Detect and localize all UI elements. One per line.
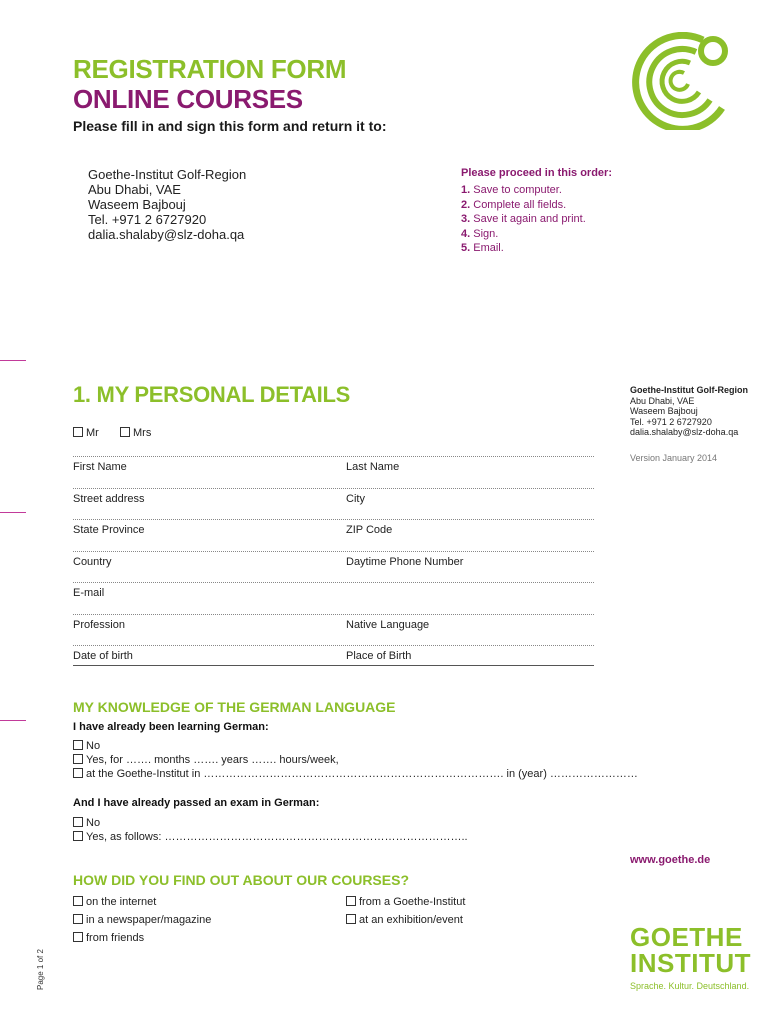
address-line: dalia.shalaby@slz-doha.qa	[88, 227, 245, 242]
field-first-name[interactable]: First Name	[73, 461, 127, 473]
order-step: 4. Sign.	[461, 227, 499, 240]
field-native-language[interactable]: Native Language	[346, 618, 430, 631]
form-title: REGISTRATION FORM	[73, 54, 347, 84]
option-friends[interactable]: from friends	[73, 929, 211, 947]
field-row	[73, 551, 594, 583]
found-options-right	[346, 893, 465, 929]
order-step: 3. Save it again and print.	[461, 213, 586, 225]
brand-line1: GOETHE	[630, 922, 743, 952]
checkbox-icon[interactable]	[73, 817, 83, 827]
side-address-line: dalia.shalaby@slz-doha.qa	[630, 427, 739, 437]
checkbox-icon[interactable]	[73, 914, 83, 924]
page-number: Page 1 of 2	[36, 949, 45, 990]
field-row	[73, 645, 594, 677]
order-step: 1. Save to computer.	[461, 184, 562, 196]
field-row	[73, 519, 594, 551]
address-line: Waseem Bajbouj	[88, 197, 186, 212]
field-profession[interactable]: Profession	[73, 618, 125, 631]
field-country[interactable]: Country	[73, 555, 112, 568]
field-row	[73, 456, 594, 488]
section-title-personal: 1. MY PERSONAL DETAILS	[73, 382, 351, 407]
checkbox-icon[interactable]	[346, 896, 356, 906]
checkbox-icon[interactable]	[73, 740, 83, 750]
field-place-of-birth[interactable]: Place of Birth	[346, 650, 412, 662]
margin-tick	[0, 720, 26, 721]
field-row	[73, 582, 594, 614]
field-row	[73, 614, 594, 646]
option-no[interactable]: No	[73, 816, 468, 830]
checkbox-icon[interactable]	[73, 932, 83, 942]
option-yes-duration[interactable]: Yes, for ……. months ……. years ……. hours/week,	[73, 753, 638, 767]
option-exhibition[interactable]: at an exhibition/event	[346, 911, 465, 929]
website-link[interactable]: www.goethe.de	[630, 854, 711, 866]
goethe-logo-icon	[626, 32, 738, 130]
field-zip[interactable]: ZIP Code	[346, 524, 393, 536]
brand-tagline: Sprache. Kultur. Deutschland.	[630, 981, 750, 991]
field-date-of-birth[interactable]: Date of birth	[73, 650, 133, 662]
return-address	[88, 167, 246, 242]
option-newspaper[interactable]: in a newspaper/magazine	[73, 911, 211, 929]
option-goethe-institut[interactable]: at the Goethe-Institut in ………………………………………………………………………. in (year) ……………………	[73, 767, 638, 781]
exam-options	[73, 816, 468, 844]
instructions: Please fill in and sign this form and return it to:	[73, 118, 387, 134]
field-state[interactable]: State Province	[73, 524, 145, 536]
salutation-mrs[interactable]: Mrs	[120, 427, 151, 439]
order-step: 5. Email.	[461, 242, 504, 254]
learning-options	[73, 739, 638, 781]
order-heading: Please proceed in this order:	[461, 167, 612, 179]
field-street[interactable]: Street address	[73, 492, 145, 505]
field-city[interactable]: City	[346, 492, 365, 505]
salutation-mr[interactable]: Mr	[73, 427, 99, 439]
side-address-line: Abu Dhabi, VAE	[630, 395, 695, 406]
order-step: 2. Complete all fields.	[461, 198, 567, 211]
found-options-left	[73, 893, 211, 947]
field-last-name[interactable]: Last Name	[346, 461, 400, 473]
option-yes-exam[interactable]: Yes, as follows: ………………………………………………………………………..	[73, 830, 468, 844]
field-phone[interactable]: Daytime Phone Number	[346, 555, 464, 568]
checkbox-icon[interactable]	[73, 754, 83, 764]
section-title-knowledge: MY KNOWLEDGE OF THE GERMAN LANGUAGE	[73, 699, 396, 715]
option-no[interactable]: No	[73, 739, 638, 753]
checkbox-icon[interactable]	[120, 427, 130, 437]
address-line: Abu Dhabi, VAE	[88, 182, 181, 197]
option-internet[interactable]: on the internet	[73, 893, 211, 911]
section-divider	[73, 665, 594, 666]
side-address	[630, 385, 748, 438]
side-address-name: Goethe-Institut Golf-Region	[630, 385, 748, 395]
field-email[interactable]: E-mail	[73, 587, 105, 599]
checkbox-icon[interactable]	[73, 427, 83, 437]
order-instructions	[461, 167, 612, 256]
margin-tick	[0, 360, 26, 361]
address-line: Tel. +971 2 6727920	[88, 212, 207, 227]
brand-line2: INSTITUT	[630, 948, 751, 978]
side-address-line: Waseem Bajbouj	[630, 406, 698, 416]
checkbox-icon[interactable]	[73, 896, 83, 906]
margin-tick	[0, 512, 26, 513]
option-goethe[interactable]: from a Goethe-Institut	[346, 893, 465, 911]
checkbox-icon[interactable]	[346, 914, 356, 924]
version-label: Version January 2014	[630, 453, 718, 463]
checkbox-icon[interactable]	[73, 768, 83, 778]
checkbox-icon[interactable]	[73, 831, 83, 841]
side-address-line: Tel. +971 2 6727920	[630, 416, 712, 427]
field-row	[73, 488, 594, 520]
question-exam: And I have already passed an exam in German:	[73, 797, 320, 809]
form-subtitle: ONLINE COURSES	[73, 84, 303, 114]
address-line: Goethe-Institut Golf-Region	[88, 167, 247, 182]
section-title-found: HOW DID YOU FIND OUT ABOUT OUR COURSES?	[73, 872, 409, 888]
question-learning: I have already been learning German:	[73, 721, 269, 733]
